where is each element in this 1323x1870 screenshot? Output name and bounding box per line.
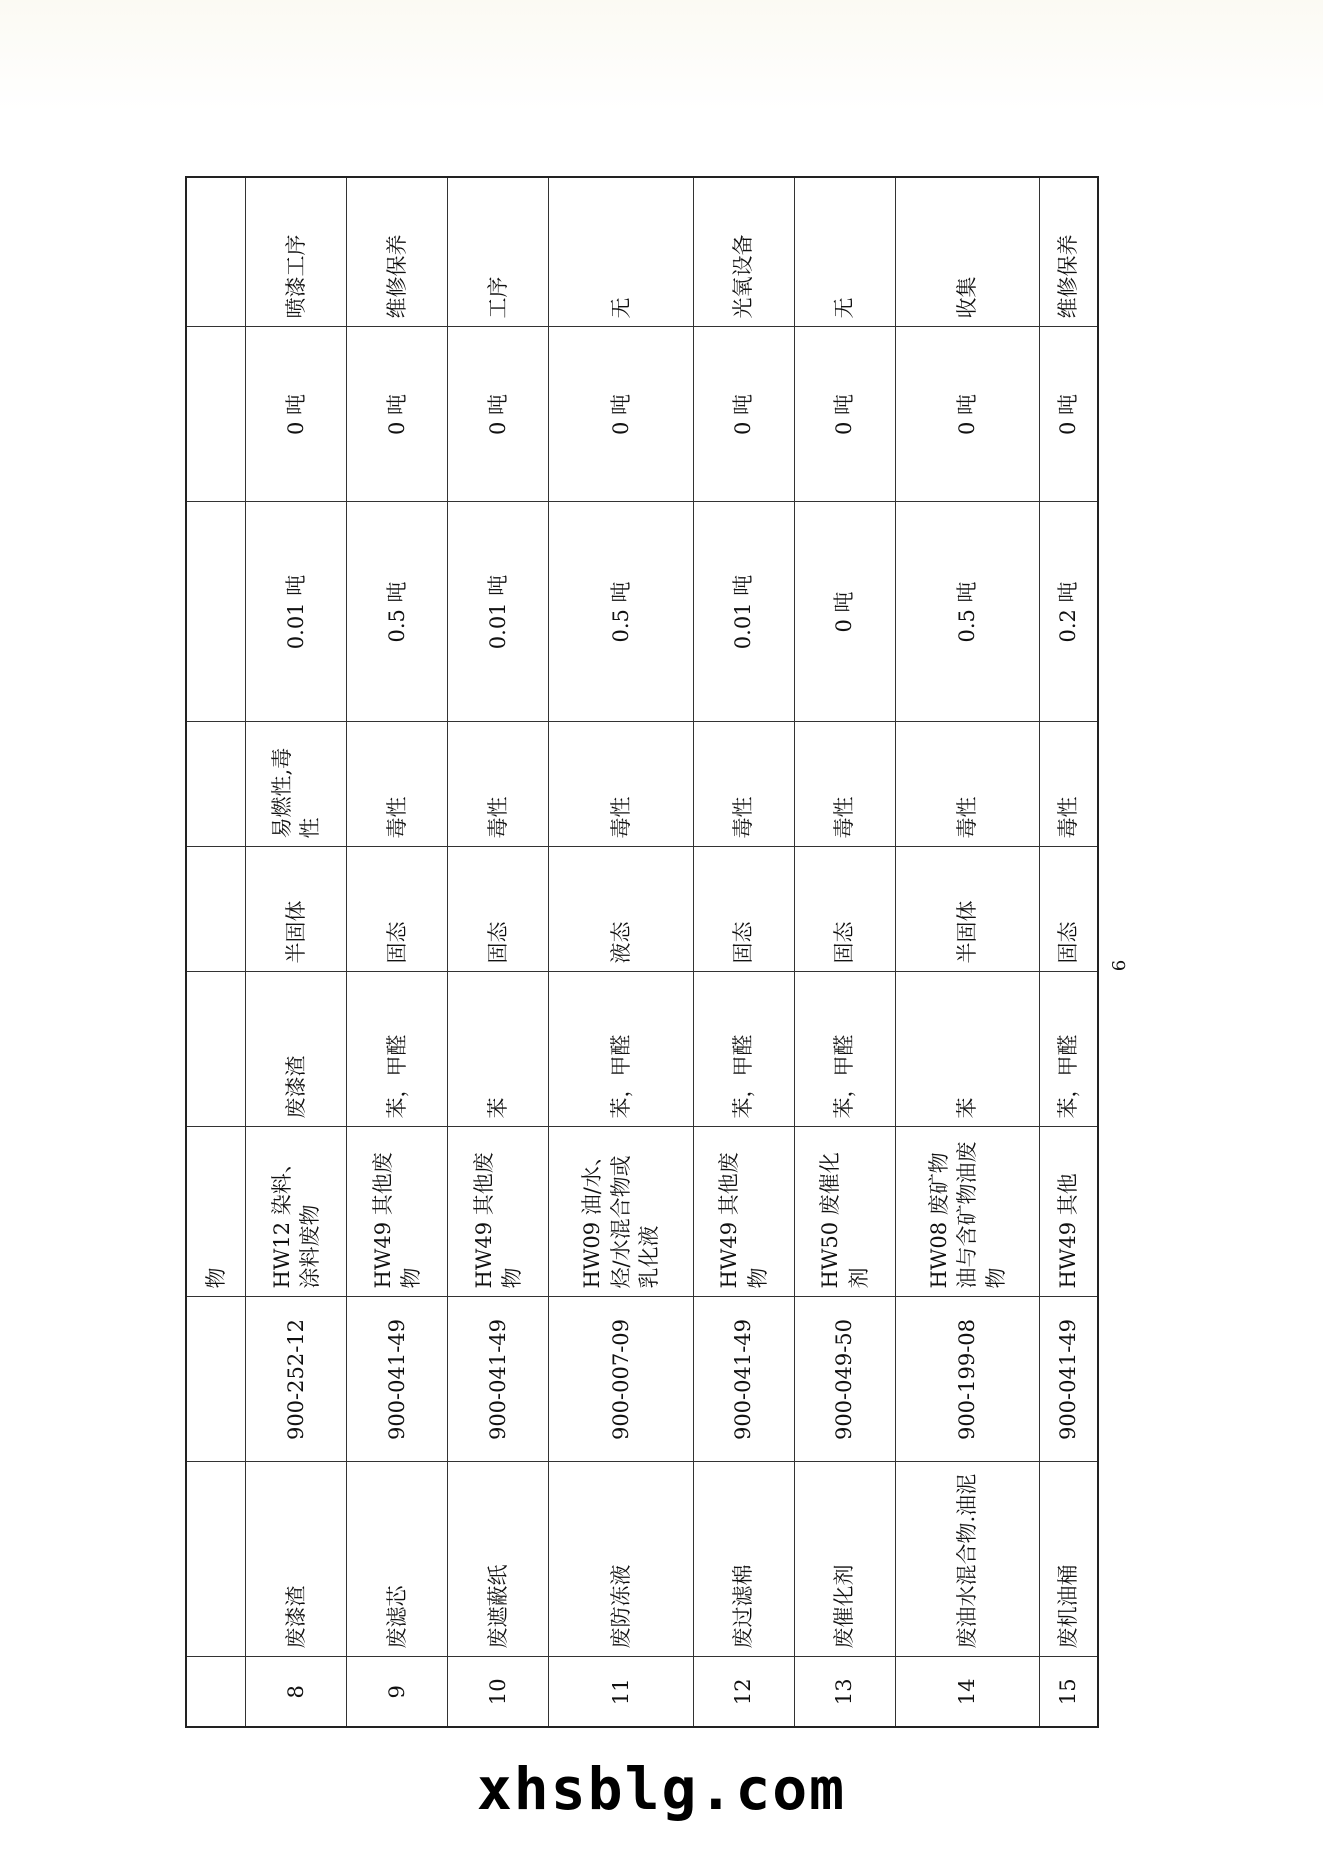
table-row: [794, 177, 895, 1727]
cell-no: 8: [246, 1657, 347, 1727]
page-number: 6: [1109, 959, 1131, 972]
cell-disposal: 无: [794, 177, 895, 327]
table-row: [895, 177, 1040, 1727]
table-row: [1040, 177, 1098, 1727]
cell-disposal: 无: [549, 177, 694, 327]
cell-disposal: 维修保养: [347, 177, 448, 327]
cell-form: 固态: [448, 847, 549, 972]
hazardous-waste-table: [185, 176, 1099, 1728]
watermark-text: xhsblg.com: [476, 1755, 847, 1823]
cell-disposal: 喷漆工序: [246, 177, 347, 327]
cell-amount: 0.2 吨: [1040, 502, 1098, 722]
cell-name: 废漆渣: [246, 1462, 347, 1657]
cell-hazard: 毒性: [895, 722, 1040, 847]
cell-component: 苯: [895, 972, 1040, 1127]
cell-category: HW12 染料、涂料废物: [246, 1127, 347, 1297]
cell-amount: 0.01 吨: [246, 502, 347, 722]
cell-amount: [186, 502, 246, 722]
cell-hazard: 毒性: [549, 722, 694, 847]
cell-name: 废过滤棉: [693, 1462, 794, 1657]
cell-name: 废防冻液: [549, 1462, 694, 1657]
cell-stored: 0 吨: [549, 327, 694, 502]
cell-form: 半固体: [246, 847, 347, 972]
cell-category: HW49 其他废物: [448, 1127, 549, 1297]
cell-hazard: 毒性: [693, 722, 794, 847]
cell-category: HW49 其他废物: [693, 1127, 794, 1297]
cell-hazard: 毒性: [347, 722, 448, 847]
cell-disposal: 收集: [895, 177, 1040, 327]
cell-amount: 0 吨: [794, 502, 895, 722]
cell-no: 13: [794, 1657, 895, 1727]
cell-stored: 0 吨: [448, 327, 549, 502]
cell-name: 废遮蔽纸: [448, 1462, 549, 1657]
cell-hazard: 毒性: [794, 722, 895, 847]
table-row: [246, 177, 347, 1727]
cell-form: [186, 847, 246, 972]
table-row: [448, 177, 549, 1727]
cell-component: 苯，甲醛: [1040, 972, 1098, 1127]
cell-name: 废油水混合物.油泥: [895, 1462, 1040, 1657]
cell-code: 900-007-09: [549, 1297, 694, 1462]
cell-category: HW08 废矿物油与含矿物油废物: [895, 1127, 1040, 1297]
cell-category: HW49 其他废物: [347, 1127, 448, 1297]
cell-disposal: [186, 177, 246, 327]
cell-stored: 0 吨: [347, 327, 448, 502]
cell-disposal: 维修保养: [1040, 177, 1098, 327]
cell-stored: [186, 327, 246, 502]
cell-no: 15: [1040, 1657, 1098, 1727]
cell-hazard: 毒性: [448, 722, 549, 847]
cell-code: 900-049-50: [794, 1297, 895, 1462]
table-row: [549, 177, 694, 1727]
cell-disposal: 光氧设备: [693, 177, 794, 327]
cell-no: 10: [448, 1657, 549, 1727]
cell-form: 液态: [549, 847, 694, 972]
cell-component: [186, 972, 246, 1127]
cell-amount: 0.5 吨: [895, 502, 1040, 722]
cell-code: [186, 1297, 246, 1462]
continued-row: [186, 177, 246, 1727]
table-row: [693, 177, 794, 1727]
cell-amount: 0.01 吨: [693, 502, 794, 722]
cell-stored: 0 吨: [794, 327, 895, 502]
rotated-table-sheet: [185, 178, 1099, 1728]
cell-amount: 0.5 吨: [549, 502, 694, 722]
cell-code: 900-041-49: [347, 1297, 448, 1462]
cell-category: HW09 油/水、烃/水混合物或乳化液: [549, 1127, 694, 1297]
cell-stored: 0 吨: [895, 327, 1040, 502]
cell-stored: 0 吨: [693, 327, 794, 502]
cell-disposal: 工序: [448, 177, 549, 327]
cell-amount: 0.01 吨: [448, 502, 549, 722]
cell-component: 苯，甲醛: [693, 972, 794, 1127]
cell-no: 9: [347, 1657, 448, 1727]
cell-form: 固态: [693, 847, 794, 972]
cell-no: 11: [549, 1657, 694, 1727]
cell-component: 苯: [448, 972, 549, 1127]
cell-component: 苯，甲醛: [549, 972, 694, 1127]
cell-name: 废催化剂: [794, 1462, 895, 1657]
cell-hazard: 毒性: [1040, 722, 1098, 847]
cell-code: 900-252-12: [246, 1297, 347, 1462]
cell-amount: 0.5 吨: [347, 502, 448, 722]
cell-name: 废滤芯: [347, 1462, 448, 1657]
cell-stored: 0 吨: [246, 327, 347, 502]
cell-form: 固态: [347, 847, 448, 972]
cell-name: [186, 1462, 246, 1657]
cell-form: 固态: [1040, 847, 1098, 972]
cell-component: 废漆渣: [246, 972, 347, 1127]
cell-no: 12: [693, 1657, 794, 1727]
cell-no: [186, 1657, 246, 1727]
cell-code: 900-041-49: [693, 1297, 794, 1462]
table-row: [347, 177, 448, 1727]
cell-no: 14: [895, 1657, 1040, 1727]
cell-code: 900-041-49: [1040, 1297, 1098, 1462]
cell-form: 半固体: [895, 847, 1040, 972]
cell-category: 物: [186, 1127, 246, 1297]
cell-stored: 0 吨: [1040, 327, 1098, 502]
cell-form: 固态: [794, 847, 895, 972]
cell-code: 900-199-08: [895, 1297, 1040, 1462]
cell-name: 废机油桶: [1040, 1462, 1098, 1657]
cell-hazard: 易燃性,毒性: [246, 722, 347, 847]
cell-hazard: [186, 722, 246, 847]
cell-code: 900-041-49: [448, 1297, 549, 1462]
cell-component: 苯，甲醛: [347, 972, 448, 1127]
cell-category: HW50 废催化剂: [794, 1127, 895, 1297]
cell-component: 苯，甲醛: [794, 972, 895, 1127]
cell-category: HW49 其他: [1040, 1127, 1098, 1297]
